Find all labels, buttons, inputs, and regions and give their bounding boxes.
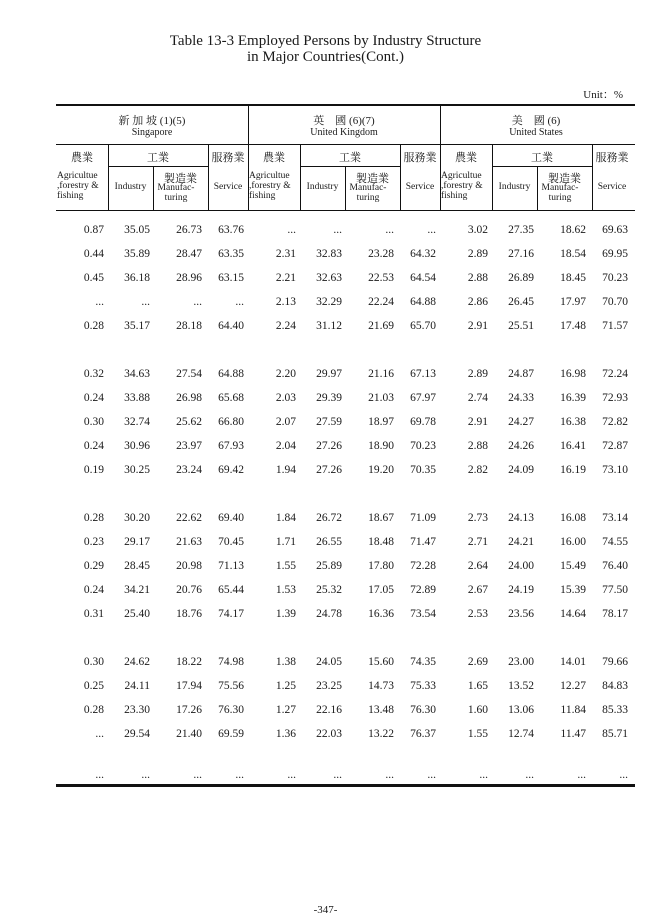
table-cell: 2.03: [275, 392, 296, 404]
table-cell: 1.71: [275, 536, 296, 548]
table-cell: 30.25: [124, 464, 150, 476]
header-industry-zh: 工業: [147, 152, 169, 164]
table-cell: 2.64: [467, 560, 488, 572]
table-cell: 25.51: [508, 320, 534, 332]
table-cell: 17.48: [560, 320, 586, 332]
table-cell: 17.97: [560, 296, 586, 308]
table-cell: 70.23: [602, 272, 628, 284]
table-cell: 24.62: [124, 656, 150, 668]
table-cell: 27.16: [508, 248, 534, 260]
table-cell: 28.18: [176, 320, 202, 332]
table-cell: 12.27: [560, 680, 586, 692]
unit-label: Unit：%: [583, 89, 623, 101]
table-cell: 69.63: [602, 224, 628, 236]
header-manufacturing-zh: 製造業: [164, 173, 197, 185]
table-cell: 73.10: [602, 464, 628, 476]
table-cell: 0.31: [83, 608, 104, 620]
table-cell: 17.05: [368, 584, 394, 596]
table-cell: 0.29: [83, 560, 104, 572]
country-name-zh: 英 國 (6)(7): [313, 115, 375, 127]
table-cell: 0.28: [83, 704, 104, 716]
table-cell: 23.24: [176, 464, 202, 476]
table-cell: 16.98: [560, 368, 586, 380]
table-cell: 24.87: [508, 368, 534, 380]
table-cell: 23.56: [508, 608, 534, 620]
table-cell: ...: [333, 224, 342, 236]
table-cell: 30.96: [124, 440, 150, 452]
header-manufacturing-zh: 製造業: [548, 173, 581, 185]
table-cell: 18.67: [368, 512, 394, 524]
table-cell: 23.97: [176, 440, 202, 452]
country-name-zh: 美 國 (6): [511, 115, 561, 127]
table-cell: 16.19: [560, 464, 586, 476]
table-cell: 26.55: [316, 536, 342, 548]
table-cell: 11.47: [560, 728, 586, 740]
table-cell: ...: [427, 224, 436, 236]
table-cell: 64.40: [218, 320, 244, 332]
table-cell: 17.26: [176, 704, 202, 716]
table-cell: 28.96: [176, 272, 202, 284]
table-cell: 2.04: [275, 440, 296, 452]
table-cell: 79.66: [602, 656, 628, 668]
table-cell: 0.24: [83, 584, 104, 596]
industry-underline: [492, 166, 592, 167]
header-agriculture-zh: 農業: [455, 152, 477, 164]
table-top-rule: [56, 104, 635, 106]
table-cell: 25.40: [124, 608, 150, 620]
table-cell: 1.38: [275, 656, 296, 668]
table-cell: 0.25: [83, 680, 104, 692]
table-cell: 26.89: [508, 272, 534, 284]
table-cell: 22.24: [368, 296, 394, 308]
table-cell: 32.63: [316, 272, 342, 284]
table-cell: 24.33: [508, 392, 534, 404]
table-cell: 2.74: [467, 392, 488, 404]
table-cell: 16.08: [560, 512, 586, 524]
country-name-en: United Kingdom: [310, 127, 378, 138]
table-cell: ...: [141, 296, 150, 308]
table-cell: 0.24: [83, 392, 104, 404]
table-cell: 15.49: [560, 560, 586, 572]
table-cell: 1.53: [275, 584, 296, 596]
table-cell: 18.22: [176, 656, 202, 668]
table-cell: 24.78: [316, 608, 342, 620]
table-cell: 2.20: [275, 368, 296, 380]
table-cell: 13.06: [508, 704, 534, 716]
table-cell: 24.09: [508, 464, 534, 476]
table-cell: 24.11: [124, 680, 150, 692]
table-cell: 72.89: [410, 584, 436, 596]
table-cell: 18.76: [176, 608, 202, 620]
table-cell: ...: [141, 769, 150, 781]
table-cell: ...: [427, 769, 436, 781]
table-cell: 1.60: [467, 704, 488, 716]
table-cell: 2.86: [467, 296, 488, 308]
table-cell: 23.30: [124, 704, 150, 716]
table-cell: 72.28: [410, 560, 436, 572]
table-cell: 14.64: [560, 608, 586, 620]
table-cell: 2.73: [467, 512, 488, 524]
header-manufacturing-en: Manufac- turing: [541, 183, 579, 203]
table-cell: 64.32: [410, 248, 436, 260]
table-cell: 27.26: [316, 440, 342, 452]
table-cell: 0.24: [83, 440, 104, 452]
table-title-line2: in Major Countries(Cont.): [246, 49, 405, 65]
table-cell: 26.72: [316, 512, 342, 524]
table-cell: 85.71: [602, 728, 628, 740]
table-cell: 1.39: [275, 608, 296, 620]
header-service-en: Service: [405, 182, 435, 192]
table-cell: 21.40: [176, 728, 202, 740]
table-cell: 84.83: [602, 680, 628, 692]
table-cell: 73.14: [602, 512, 628, 524]
table-cell: 72.87: [602, 440, 628, 452]
table-cell: 29.39: [316, 392, 342, 404]
table-cell: 34.63: [124, 368, 150, 380]
table-cell: 74.98: [218, 656, 244, 668]
table-cell: 0.32: [83, 368, 104, 380]
table-cell: 64.88: [218, 368, 244, 380]
table-cell: 2.91: [467, 416, 488, 428]
table-cell: 0.87: [83, 224, 104, 236]
table-cell: 2.71: [467, 536, 488, 548]
table-cell: 20.76: [176, 584, 202, 596]
table-cell: 69.78: [410, 416, 436, 428]
table-cell: 65.68: [218, 392, 244, 404]
table-cell: 74.55: [602, 536, 628, 548]
table-cell: 31.12: [316, 320, 342, 332]
table-cell: 32.29: [316, 296, 342, 308]
table-cell: 18.45: [560, 272, 586, 284]
table-cell: ...: [95, 769, 104, 781]
table-cell: 2.88: [467, 272, 488, 284]
table-cell: 64.54: [410, 272, 436, 284]
table-cell: 21.63: [176, 536, 202, 548]
header-industry-en: Industry: [114, 182, 147, 192]
table-cell: 1.94: [275, 464, 296, 476]
table-cell: 2.69: [467, 656, 488, 668]
table-cell: 63.15: [218, 272, 244, 284]
table-cell: 25.89: [316, 560, 342, 572]
header-manufacturing-zh: 製造業: [356, 173, 389, 185]
header-divider-1: [56, 144, 635, 145]
table-cell: 2.21: [275, 272, 296, 284]
table-cell: 63.35: [218, 248, 244, 260]
table-cell: 24.27: [508, 416, 534, 428]
industry-underline: [108, 166, 208, 167]
table-cell: 64.88: [410, 296, 436, 308]
table-cell: 16.00: [560, 536, 586, 548]
table-cell: 2.53: [467, 608, 488, 620]
header-divider-2: [56, 210, 635, 211]
table-cell: 75.33: [410, 680, 436, 692]
table-cell: ...: [95, 728, 104, 740]
table-cell: ...: [193, 296, 202, 308]
table-cell: 67.93: [218, 440, 244, 452]
table-cell: ...: [385, 769, 394, 781]
table-cell: 76.30: [218, 704, 244, 716]
table-cell: 24.00: [508, 560, 534, 572]
table-cell: 29.17: [124, 536, 150, 548]
table-cell: ...: [479, 769, 488, 781]
table-cell: 76.40: [602, 560, 628, 572]
table-cell: 34.21: [124, 584, 150, 596]
table-cell: 71.47: [410, 536, 436, 548]
table-cell: 2.89: [467, 368, 488, 380]
table-cell: 2.88: [467, 440, 488, 452]
header-service-zh: 服務業: [211, 152, 245, 164]
table-cell: 15.60: [368, 656, 394, 668]
table-cell: 16.36: [368, 608, 394, 620]
table-cell: 30.20: [124, 512, 150, 524]
table-cell: 70.45: [218, 536, 244, 548]
table-cell: ...: [287, 224, 296, 236]
table-cell: 71.13: [218, 560, 244, 572]
table-cell: 18.62: [560, 224, 586, 236]
table-cell: 27.59: [316, 416, 342, 428]
header-service-en: Service: [213, 182, 243, 192]
table-cell: 33.88: [124, 392, 150, 404]
table-cell: 19.20: [368, 464, 394, 476]
table-cell: 70.23: [410, 440, 436, 452]
table-cell: 67.13: [410, 368, 436, 380]
table-cell: 2.67: [467, 584, 488, 596]
table-cell: 23.00: [508, 656, 534, 668]
table-cell: 11.84: [560, 704, 586, 716]
page-number: -347-: [313, 904, 338, 916]
table-cell: 20.98: [176, 560, 202, 572]
table-cell: 71.57: [602, 320, 628, 332]
table-cell: 63.76: [218, 224, 244, 236]
table-cell: ...: [333, 769, 342, 781]
table-cell: 75.56: [218, 680, 244, 692]
table-cell: 67.97: [410, 392, 436, 404]
header-manufacturing-en: Manufac- turing: [349, 183, 387, 203]
table-cell: 28.47: [176, 248, 202, 260]
table-cell: 27.35: [508, 224, 534, 236]
table-cell: 0.23: [83, 536, 104, 548]
table-cell: 22.16: [316, 704, 342, 716]
table-cell: 2.91: [467, 320, 488, 332]
country-name-zh: 新 加 坡 (1)(5): [118, 115, 186, 127]
table-cell: 0.45: [83, 272, 104, 284]
table-cell: 26.73: [176, 224, 202, 236]
table-cell: 1.84: [275, 512, 296, 524]
table-cell: 23.28: [368, 248, 394, 260]
table-cell: 32.83: [316, 248, 342, 260]
table-cell: ...: [95, 296, 104, 308]
table-cell: 22.03: [316, 728, 342, 740]
table-cell: 24.21: [508, 536, 534, 548]
table-cell: 70.35: [410, 464, 436, 476]
table-cell: 0.28: [83, 512, 104, 524]
table-cell: 69.59: [218, 728, 244, 740]
table-cell: 28.45: [124, 560, 150, 572]
table-cell: 14.01: [560, 656, 586, 668]
table-cell: ...: [619, 769, 628, 781]
table-title-line1: Table 13-3 Employed Persons by Industry Structure: [169, 33, 482, 49]
table-cell: 69.40: [218, 512, 244, 524]
header-service-zh: 服務業: [595, 152, 629, 164]
table-cell: 69.95: [602, 248, 628, 260]
table-cell: 26.45: [508, 296, 534, 308]
table-cell: 24.26: [508, 440, 534, 452]
table-cell: 32.74: [124, 416, 150, 428]
table-cell: ...: [235, 769, 244, 781]
table-cell: 15.39: [560, 584, 586, 596]
table-cell: 73.54: [410, 608, 436, 620]
table-cell: 22.53: [368, 272, 394, 284]
table-cell: 3.02: [467, 224, 488, 236]
table-cell: 22.62: [176, 512, 202, 524]
header-agriculture-zh: 農業: [71, 152, 93, 164]
table-cell: ...: [235, 296, 244, 308]
header-agriculture-en: Agricultue ,forestry & fishing: [57, 171, 99, 201]
table-cell: 65.44: [218, 584, 244, 596]
table-cell: 24.05: [316, 656, 342, 668]
industry-underline: [300, 166, 400, 167]
header-service-zh: 服務業: [403, 152, 437, 164]
table-cell: 1.25: [275, 680, 296, 692]
table-cell: 77.50: [602, 584, 628, 596]
table-cell: 29.97: [316, 368, 342, 380]
table-cell: 13.48: [368, 704, 394, 716]
table-cell: 23.25: [316, 680, 342, 692]
table-cell: 2.31: [275, 248, 296, 260]
table-cell: 1.55: [467, 728, 488, 740]
table-cell: 16.38: [560, 416, 586, 428]
table-cell: 74.35: [410, 656, 436, 668]
table-cell: 0.28: [83, 320, 104, 332]
table-cell: 18.48: [368, 536, 394, 548]
table-cell: 16.41: [560, 440, 586, 452]
table-cell: ...: [385, 224, 394, 236]
header-agriculture-en: Agricultue ,forestry & fishing: [249, 171, 291, 201]
table-cell: 27.54: [176, 368, 202, 380]
table-cell: 25.62: [176, 416, 202, 428]
table-cell: 2.89: [467, 248, 488, 260]
table-cell: 2.82: [467, 464, 488, 476]
table-cell: 65.70: [410, 320, 436, 332]
header-industry-zh: 工業: [531, 152, 553, 164]
table-cell: 1.36: [275, 728, 296, 740]
header-industry-en: Industry: [306, 182, 339, 192]
table-cell: 21.03: [368, 392, 394, 404]
table-cell: 76.37: [410, 728, 436, 740]
table-cell: 29.54: [124, 728, 150, 740]
table-cell: 69.42: [218, 464, 244, 476]
table-cell: 24.19: [508, 584, 534, 596]
table-cell: 72.93: [602, 392, 628, 404]
table-cell: 1.65: [467, 680, 488, 692]
table-cell: ...: [577, 769, 586, 781]
table-cell: 17.94: [176, 680, 202, 692]
table-cell: 72.82: [602, 416, 628, 428]
table-cell: 26.98: [176, 392, 202, 404]
table-cell: 74.17: [218, 608, 244, 620]
table-cell: 27.26: [316, 464, 342, 476]
table-cell: 0.19: [83, 464, 104, 476]
table-cell: 16.39: [560, 392, 586, 404]
table-cell: 70.70: [602, 296, 628, 308]
table-cell: 2.07: [275, 416, 296, 428]
table-cell: 13.22: [368, 728, 394, 740]
table-cell: 85.33: [602, 704, 628, 716]
table-cell: 21.69: [368, 320, 394, 332]
table-cell: 2.24: [275, 320, 296, 332]
table-cell: 35.17: [124, 320, 150, 332]
table-cell: 17.80: [368, 560, 394, 572]
table-bottom-rule: [56, 784, 635, 787]
header-industry-en: Industry: [498, 182, 531, 192]
table-cell: 12.74: [508, 728, 534, 740]
table-cell: 18.54: [560, 248, 586, 260]
country-name-en: Singapore: [131, 127, 173, 138]
table-cell: 72.24: [602, 368, 628, 380]
header-industry-zh: 工業: [339, 152, 361, 164]
table-cell: 66.80: [218, 416, 244, 428]
table-cell: ...: [525, 769, 534, 781]
table-cell: 76.30: [410, 704, 436, 716]
table-cell: 21.16: [368, 368, 394, 380]
table-cell: 36.18: [124, 272, 150, 284]
table-cell: 18.90: [368, 440, 394, 452]
table-cell: 13.52: [508, 680, 534, 692]
table-cell: 71.09: [410, 512, 436, 524]
table-cell: ...: [193, 769, 202, 781]
table-cell: 35.05: [124, 224, 150, 236]
table-cell: 78.17: [602, 608, 628, 620]
table-cell: 0.30: [83, 656, 104, 668]
header-agriculture-zh: 農業: [263, 152, 285, 164]
table-cell: 25.32: [316, 584, 342, 596]
table-cell: 0.44: [83, 248, 104, 260]
table-cell: 24.13: [508, 512, 534, 524]
table-cell: 18.97: [368, 416, 394, 428]
table-cell: 35.89: [124, 248, 150, 260]
header-manufacturing-en: Manufac- turing: [157, 183, 195, 203]
table-cell: 2.13: [275, 296, 296, 308]
table-cell: 1.55: [275, 560, 296, 572]
table-cell: 0.30: [83, 416, 104, 428]
country-name-en: United States: [509, 127, 563, 138]
header-service-en: Service: [597, 182, 627, 192]
table-cell: 14.73: [368, 680, 394, 692]
table-cell: ...: [287, 769, 296, 781]
table-cell: 1.27: [275, 704, 296, 716]
header-agriculture-en: Agricultue ,forestry & fishing: [441, 171, 483, 201]
